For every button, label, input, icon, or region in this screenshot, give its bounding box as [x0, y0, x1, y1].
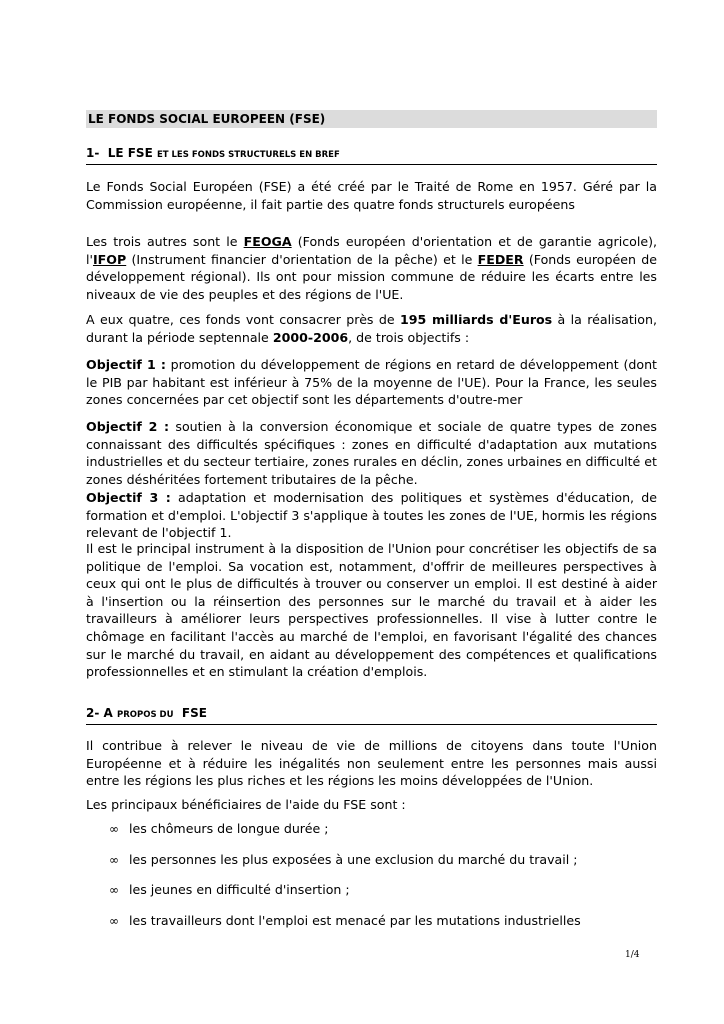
section-heading-rest: ET LES FONDS STRUCTURELS EN BREF — [156, 150, 340, 160]
objective-label: Objectif 1 : — [86, 357, 166, 372]
acronym-feder: FEDER — [477, 251, 524, 267]
list-item-text: les personnes les plus exposées à une exclusion du marché du travail ; — [129, 851, 578, 867]
list-item — [86, 912, 657, 943]
text-run: (Fonds européen de développement régional). Ils ont pour mission commune de réduire les écarts entre les niveaux de vie des peuples et des régions de l'UE. — [86, 251, 657, 302]
paragraph-intro: Le Fonds Social Européen (FSE) a été créé par le Traité de Rome en 1957. Géré par la Commission européenne, il fait partie des quatre fonds structurels européens — [86, 179, 657, 212]
page-number: 1/4 — [625, 950, 640, 960]
bullet-icon: ∞ — [109, 852, 119, 867]
text-run: (Fonds européen d'orientation et de garantie agricole), l' — [86, 234, 657, 267]
section-heading-tail: FSE — [181, 706, 207, 720]
objective-3 — [86, 489, 657, 542]
objective-text: soutien à la conversion économique et sociale de quatre types de zones connaissant des difficultés spécifiques : zones en difficulté d'adaptation aux mutations industrielles et du secteur tertiaire, zones rurales en déclin, zones urbaines en difficulté et zones déshéritées fortement tributaires de la pêche. — [86, 419, 657, 487]
list-item-text: les chômeurs de longue durée ; — [129, 821, 329, 836]
section-heading-lead: LE FSE — [107, 146, 153, 160]
objective-label: Objectif 3 : — [86, 490, 171, 505]
objective-label: Objectif 2 : — [86, 419, 170, 434]
paragraph-fse-role: Il est le principal instrument à la disposition de l'Union pour concrétiser les objectifs de sa politique de l'emploi. Sa vocation est, notamment, d'offrir de meilleures perspectives à ceux qui ont le plus de difficultés à trouver ou conserver un emploi. Il est destiné à aider à l'insertion ou la réinsertion des personnes sur le marché du travail et à aider les travailleurs à améliorer leurs perspectives professionnelles. Il vise à lutter contre le chômage en facilitant l'accès au marché de l'emploi, en favorisant l'égalité des chances sur le marché du travail, en aidant au développement des compétences et qualifications professionnelles et en stimulant la création d'emplois. — [86, 541, 657, 680]
paragraph-other-funds — [86, 233, 657, 303]
text-run: à la réalisation, durant la période septennale — [86, 312, 657, 345]
section-heading-1 — [86, 146, 657, 165]
beneficiaries-list — [86, 820, 657, 942]
objective-text: adaptation et modernisation des politiques et systèmes d'éducation, de formation et d'emploi. L'objectif 3 s'applique à toutes les zones de l'UE, hormis les régions relevant de l'objectif 1. — [86, 490, 657, 541]
text-run: (Instrument financier d'orientation de la pêche) et le — [126, 251, 478, 267]
list-item-text: les jeunes en difficulté d'insertion ; — [129, 882, 350, 897]
section-number: 2- — [86, 706, 100, 720]
objective-1 — [86, 356, 657, 409]
text-run: , de trois objectifs : — [348, 329, 470, 345]
document-title: LE FONDS SOCIAL EUROPEEN (FSE) — [86, 110, 657, 128]
budget-amount: 195 milliards d'Euros — [399, 312, 553, 327]
section-heading-2 — [86, 706, 657, 725]
bullet-icon: ∞ — [109, 913, 119, 928]
paragraph-budget — [86, 311, 657, 346]
list-item — [86, 820, 657, 851]
objective-2 — [86, 418, 657, 488]
bullet-icon: ∞ — [109, 883, 119, 897]
acronym-ifop: IFOP — [92, 251, 127, 267]
text-run: Les trois autres sont le — [86, 234, 244, 249]
section-number: 1- — [86, 146, 100, 160]
list-item-text: les travailleurs dont l'emploi est menacé par les mutations industrielles — [129, 912, 581, 928]
objective-text: promotion du développement de régions en retard de développement (dont le PIB par habitant est inférieur à 75% de la moyenne de l'UE). Pour la France, les seules zones concernées par cet objectif sont les départements d'outre-mer — [86, 357, 657, 408]
section-heading-lead: A — [103, 706, 113, 720]
bullet-icon: ∞ — [109, 822, 119, 836]
acronym-feoga: FEOGA — [243, 234, 292, 249]
section-heading-rest: PROPOS DU — [117, 710, 174, 720]
list-item — [86, 851, 657, 882]
paragraph-contribution: Il contribue à relever le niveau de vie de millions de citoyens dans toute l'Union Européenne et à réduire les inégalités non seulement entre les personnes mais aussi entre les régions les plus riches et les régions les moins développées de l'Union. — [86, 738, 657, 789]
list-item — [86, 881, 657, 912]
budget-period: 2000-2006 — [272, 329, 349, 345]
paragraph-beneficiaries: Les principaux bénéficiaires de l'aide du FSE sont : — [86, 797, 406, 812]
text-run: A eux quatre, ces fonds vont consacrer près de — [86, 312, 400, 327]
